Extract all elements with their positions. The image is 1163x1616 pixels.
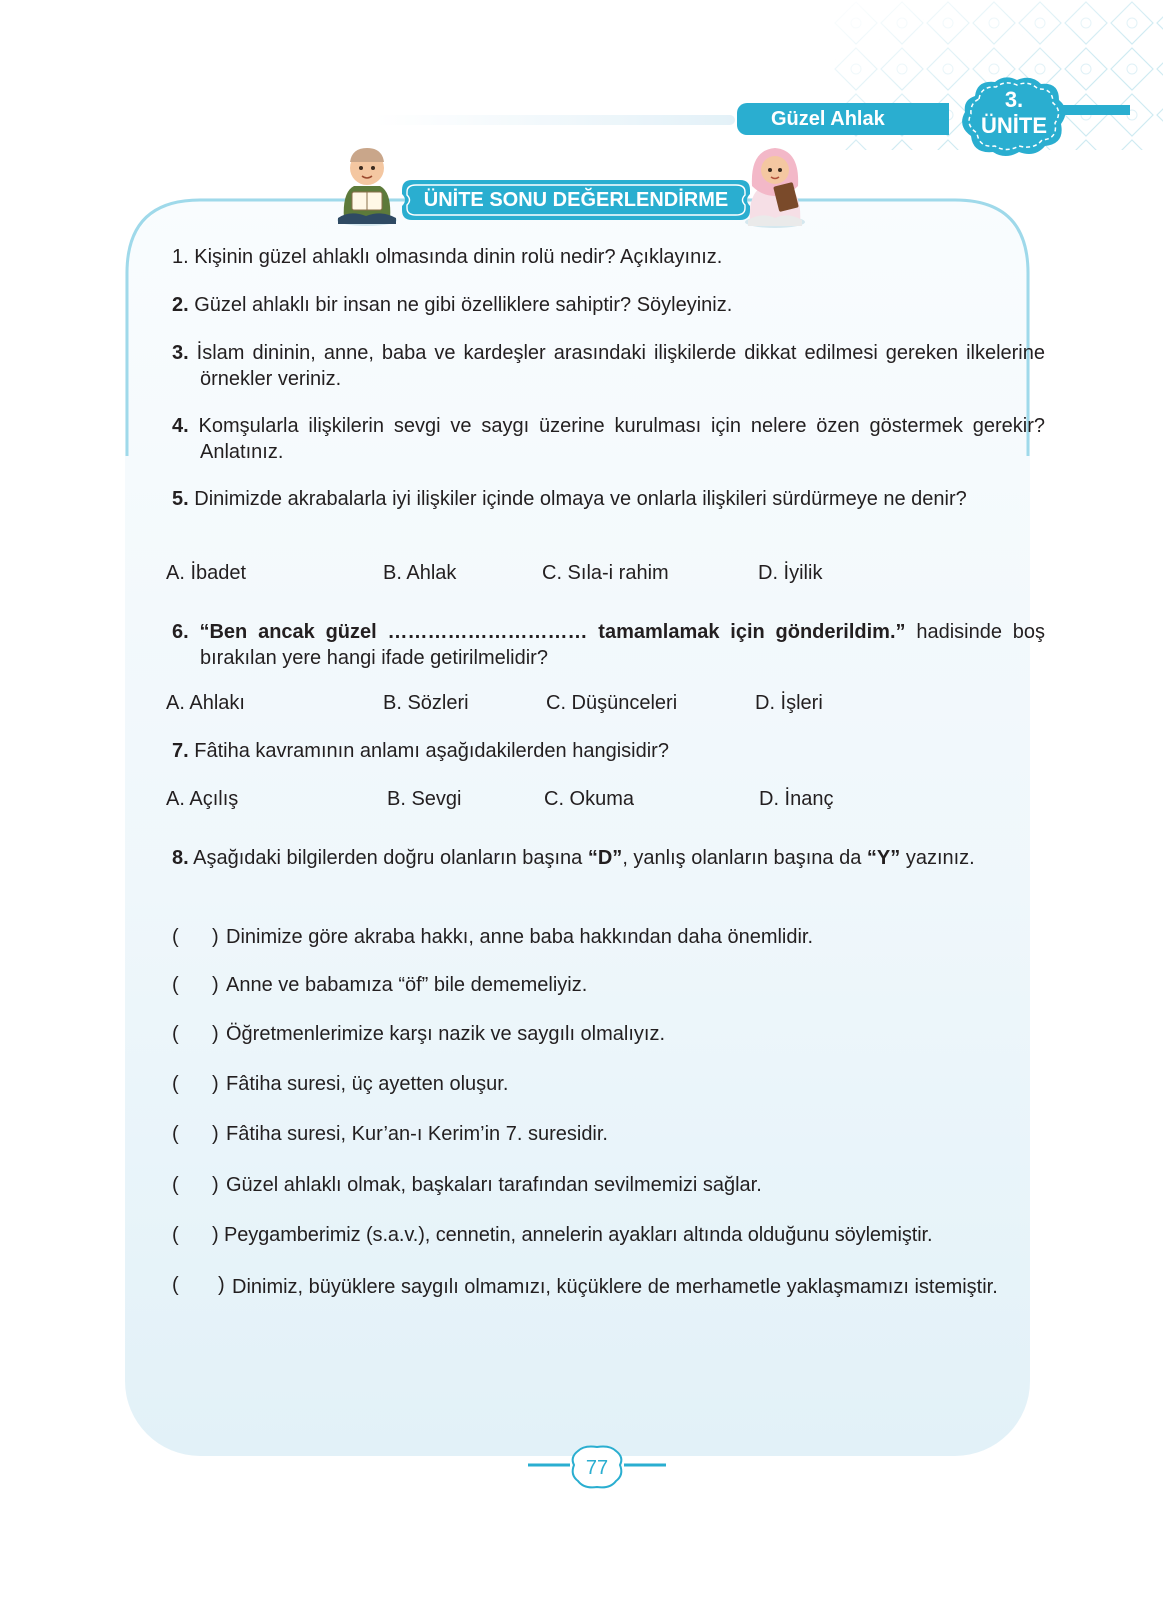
answer-paren-open[interactable]: ( xyxy=(172,1274,179,1296)
statement-text: Anne ve babamıza “öf” bile dememeliyiz. xyxy=(226,974,588,996)
answer-paren-open[interactable]: ( xyxy=(172,1224,179,1246)
answer-paren-close: ) xyxy=(212,926,219,948)
header-rule xyxy=(375,115,735,125)
true-mark: “D” xyxy=(587,847,623,869)
q7-option-b[interactable]: B. Sevgi xyxy=(387,788,462,810)
question-8-text-b: , yanlış olanların başına da xyxy=(622,847,867,869)
question-1-text: 1. Kişinin güzel ahlaklı olmasında dinin rolü nedir? Açıklayınız. xyxy=(172,246,723,268)
question-4 xyxy=(172,413,1045,465)
boy-reading-illustration xyxy=(330,140,404,226)
q6-option-d[interactable]: D. İşleri xyxy=(755,692,823,714)
answer-paren-open[interactable]: ( xyxy=(172,974,179,996)
question-number: 2. xyxy=(172,294,189,316)
q7-option-c[interactable]: C. Okuma xyxy=(544,788,635,810)
page-number-badge xyxy=(528,1443,666,1497)
answer-paren-close: ) xyxy=(212,1123,219,1145)
question-2 xyxy=(172,292,1017,318)
q5-option-a[interactable]: A. İbadet xyxy=(166,562,247,584)
false-mark: “Y” xyxy=(866,847,901,869)
q6-option-c[interactable]: C. Düşünceleri xyxy=(546,692,678,714)
q5-option-b[interactable]: B. Ahlak xyxy=(383,562,457,584)
question-8 xyxy=(172,843,1045,873)
unit-label: ÜNİTE xyxy=(981,113,1047,138)
answer-paren-close: ) xyxy=(212,1073,219,1095)
question-5 xyxy=(172,486,1045,512)
question-1 xyxy=(172,244,1017,270)
answer-paren-open[interactable]: ( xyxy=(172,1023,179,1045)
question-6 xyxy=(172,619,1045,671)
statement-text: Peygamberimiz (s.a.v.), cennetin, annelerin ayakları altında olduğunu söylemiştir. xyxy=(224,1224,933,1246)
question-2-text: Güzel ahlaklı bir insan ne gibi özelliklere sahiptir? Söyleyiniz. xyxy=(188,294,733,316)
question-3-text: İslam dininin, anne, baba ve kardeşler arasındaki ilişkilerde dikkat edilmesi gereken ilkelerine örnekler veriniz. xyxy=(188,342,1045,390)
statement-text: Fâtiha suresi, Kur’an-ı Kerim’in 7. suresidir. xyxy=(226,1123,608,1145)
answer-paren-close: ) xyxy=(212,1224,219,1246)
evaluation-banner xyxy=(398,176,754,224)
question-8-text-c: yazınız. xyxy=(900,847,975,869)
question-7 xyxy=(172,738,1017,764)
question-5-text: Dinimizde akrabalarla iyi ilişkiler içinde olmaya ve onlarla ilişkileri sürdürmeye ne denir? xyxy=(188,488,967,510)
hadith-quote: “Ben ancak güzel ………………………… tamamlamak için gönderildim.” xyxy=(188,621,906,643)
answer-paren-open[interactable]: ( xyxy=(172,1174,179,1196)
question-3 xyxy=(172,340,1045,392)
question-number: 8. xyxy=(172,847,189,869)
answer-paren-close: ) xyxy=(212,1174,219,1196)
answer-paren-close: ) xyxy=(218,1274,225,1296)
page-number: 77 xyxy=(585,1457,609,1479)
q7-option-a[interactable]: A. Açılış xyxy=(166,788,239,810)
statement-text: Dinimize göre akraba hakkı, anne baba hakkından daha önemlidir. xyxy=(226,926,814,948)
question-number: 5. xyxy=(172,488,189,510)
unit-number: 3. xyxy=(1004,87,1024,112)
question-number: 6. xyxy=(172,621,189,643)
unit-badge xyxy=(955,74,1073,160)
answer-paren-open[interactable]: ( xyxy=(172,1073,179,1095)
q6-option-a[interactable]: A. Ahlakı xyxy=(166,692,245,714)
q7-option-d[interactable]: D. İnanç xyxy=(759,788,834,810)
question-4-text: Komşularla ilişkilerin sevgi ve saygı üzerine kurulması için nelere özen göstermek gerekir? Anlatınız. xyxy=(188,415,1045,463)
statement-text: Güzel ahlaklı olmak, başkaları tarafından sevilmemizi sağlar. xyxy=(226,1174,762,1196)
q5-option-c[interactable]: C. Sıla-i rahim xyxy=(542,562,669,584)
question-number: 3. xyxy=(172,342,189,364)
statement-text: Fâtiha suresi, üç ayetten oluşur. xyxy=(226,1073,509,1095)
question-8-text-a: Aşağıdaki bilgilerden doğru olanların başına xyxy=(188,847,588,869)
answer-paren-close: ) xyxy=(212,974,219,996)
answer-paren-open[interactable]: ( xyxy=(172,1123,179,1145)
question-6-text: hadisinde boş bırakılan yere hangi ifade getirilmelidir? xyxy=(200,621,1046,669)
statement-text: Dinimiz, büyüklere saygılı olmamızı, küçüklere de merhametle yaklaşmamızı istemiştir. xyxy=(232,1276,998,1298)
question-number: 7. xyxy=(172,740,189,762)
q5-option-d[interactable]: D. İyilik xyxy=(758,562,823,584)
q6-option-b[interactable]: B. Sözleri xyxy=(383,692,469,714)
statement-text: Öğretmenlerimize karşı nazik ve saygılı olmalıyız. xyxy=(226,1023,666,1045)
answer-paren-close: ) xyxy=(212,1023,219,1045)
section-title: Güzel Ahlak xyxy=(737,103,949,135)
question-number: 4. xyxy=(172,415,189,437)
answer-paren-open[interactable]: ( xyxy=(172,926,179,948)
evaluation-title: ÜNİTE SONU DEĞERLENDİRME xyxy=(423,189,729,211)
question-7-text: Fâtiha kavramının anlamı aşağıdakilerden hangisidir? xyxy=(188,740,669,762)
